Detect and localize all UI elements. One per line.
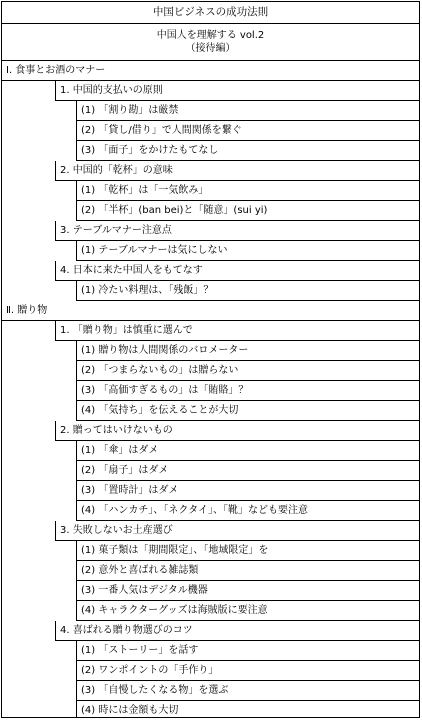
subsection-heading: 1. 中国的支払いの原則 bbox=[55, 81, 419, 101]
outline-item: (1) 「傘」はダメ bbox=[76, 441, 419, 461]
subtitle-line-2: （接待編） bbox=[185, 43, 236, 54]
outline-item: (1) 「ストーリー」を話す bbox=[76, 641, 419, 661]
outline-item: (4) 「ハンカチ」、「ネクタイ」、「靴」なども要注意 bbox=[76, 501, 419, 521]
outline-item: (3) 「面子」をかけたもてなし bbox=[76, 141, 419, 161]
subsection-heading: 4. 日本に来た中国人をもてなす bbox=[55, 261, 419, 281]
outline-item: (4) キャラクターグッズは海賊版に要注意 bbox=[76, 601, 419, 621]
subsection-heading: 2. 贈ってはいけないもの bbox=[55, 421, 419, 441]
subsection-heading: 1. 「贈り物」は慎重に選んで bbox=[55, 321, 419, 341]
outline-item: (2) 「つまらないもの」は贈らない bbox=[76, 361, 419, 381]
outline-item: (3) 「置時計」はダメ bbox=[76, 481, 419, 501]
outline-item: (1) 「乾杯」は「一気飲み」 bbox=[76, 181, 419, 201]
outline-table bbox=[1, 1, 420, 718]
outline-item: (1) 贈り物は人間関係のバロメーター bbox=[76, 341, 419, 361]
outline-item: (2) 意外と喜ばれる雑誌類 bbox=[76, 561, 419, 581]
subsection-heading: 2. 中国的「乾杯」の意味 bbox=[55, 161, 419, 181]
subsection-heading: 3. 失敗しないお土産選び bbox=[55, 521, 419, 541]
outline-item: (2) 「貸し/借り」で人間関係を繋ぐ bbox=[76, 121, 419, 141]
outline-item: (3) 一番人気はデジタル機器 bbox=[76, 581, 419, 601]
outline-item: (4) 「気持ち」を伝えることが大切 bbox=[76, 401, 419, 421]
outline-item: (1) テーブルマナーは気にしない bbox=[76, 241, 419, 261]
outline-item: (4) 時には金額も大切 bbox=[76, 701, 419, 717]
outline-item: (1) 菓子類は「期間限定」、「地域限定」を bbox=[76, 541, 419, 561]
document-subtitle bbox=[2, 24, 419, 61]
outline-item: (3) 「高価すぎるもの」は「賄賂」？ bbox=[76, 381, 419, 401]
subsection-heading: 4. 喜ばれる贈り物選びのコツ bbox=[55, 621, 419, 641]
outline-item: (1) 冷たい料理は、「残飯」？ bbox=[76, 281, 419, 301]
section-heading: Ⅰ. 食事とお酒のマナー bbox=[2, 61, 419, 81]
subsection-heading: 3. テーブルマナー注意点 bbox=[55, 221, 419, 241]
document-title: 中国ビジネスの成功法則 bbox=[2, 2, 419, 24]
outline-item: (1) 「割り勘」は厳禁 bbox=[76, 101, 419, 121]
outline-item: (2) 「扇子」はダメ bbox=[76, 461, 419, 481]
outline-item: (2) 「半杯」(ban bei)と「随意」(sui yi) bbox=[76, 201, 419, 221]
subtitle-line-1: 中国人を理解する vol.2 bbox=[156, 30, 265, 41]
outline-item: (2) ワンポイントの「手作り」 bbox=[76, 661, 419, 681]
section-heading: Ⅱ. 贈り物 bbox=[2, 301, 419, 321]
outline-item: (3) 「自慢したくなる物」を選ぶ bbox=[76, 681, 419, 701]
